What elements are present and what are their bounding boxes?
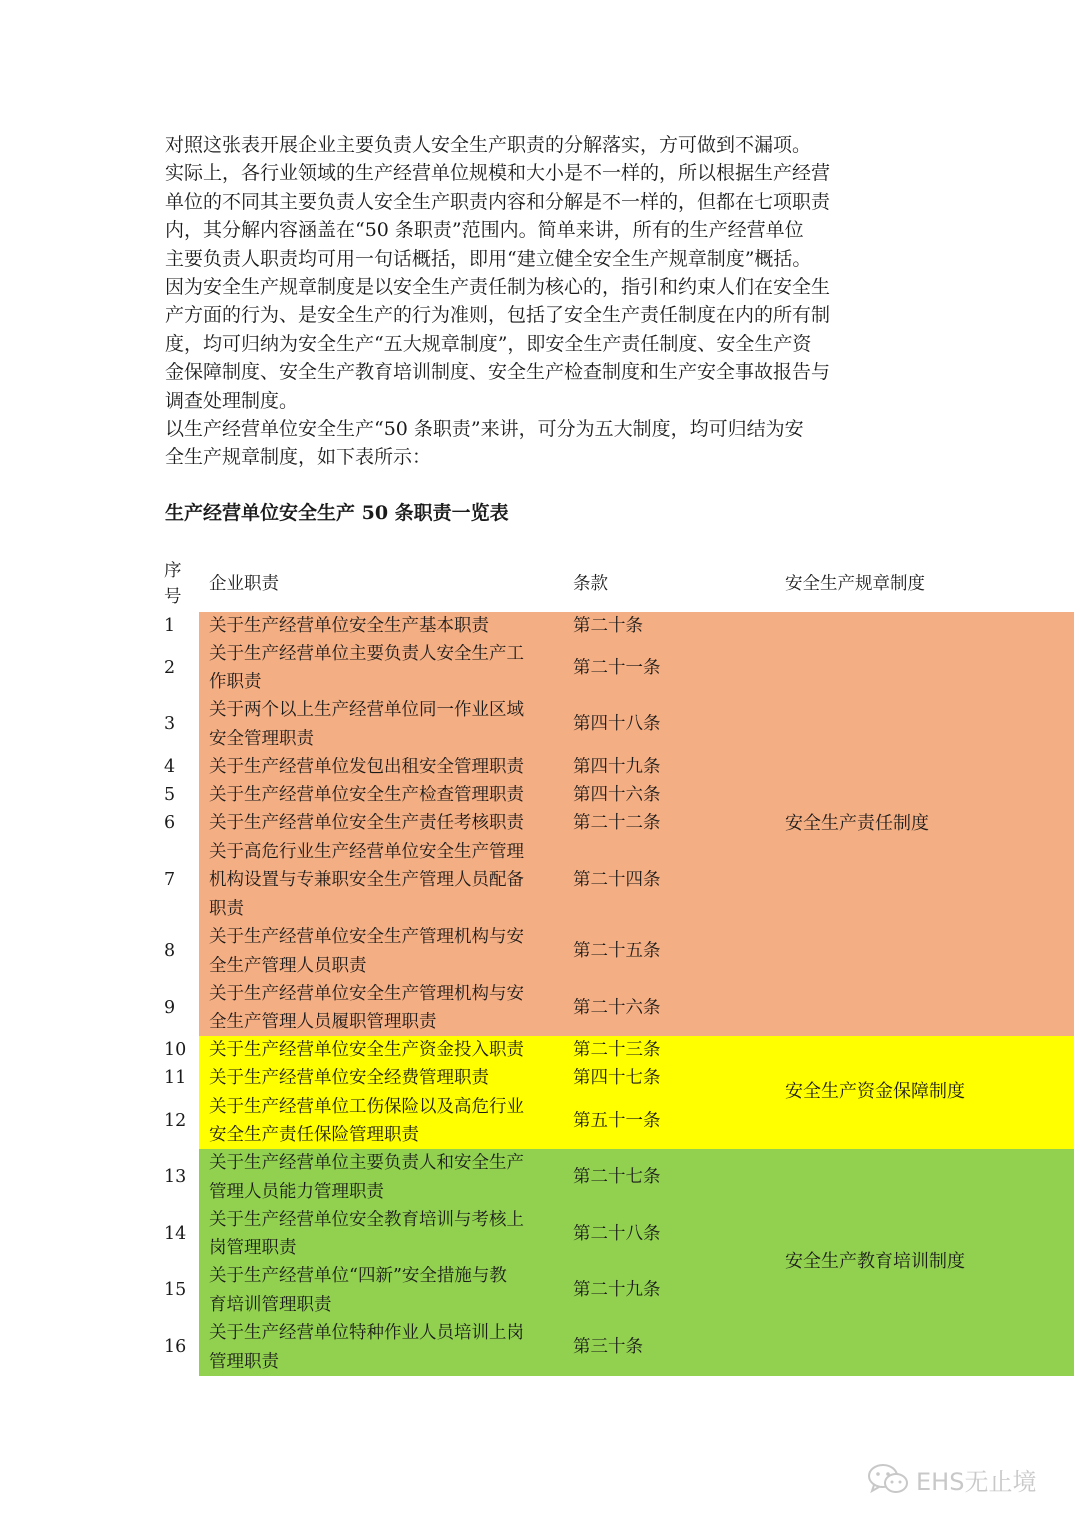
table-row bbox=[160, 753, 1075, 781]
intro-line: 因为安全生产规章制度是以安全生产责任制为核心的，指引和约束人们在安全生 bbox=[165, 276, 831, 299]
row-number: 13 bbox=[164, 1167, 187, 1188]
row-duty: 关于高危行业生产经营单位安全生产管理 机构设置与专兼职安全生产管理人员配备 职责 bbox=[209, 841, 524, 919]
table-title: 生产经营单位安全生产 50 条职责一览表 bbox=[165, 502, 509, 524]
row-article: 第二十八条 bbox=[573, 1223, 661, 1244]
row-number: 2 bbox=[164, 657, 176, 678]
table-row bbox=[160, 1319, 1075, 1376]
intro-line: 金保障制度、安全生产教育培训制度、安全生产检查制度和生产安全事故报告与 bbox=[165, 361, 831, 384]
table-row bbox=[160, 980, 1075, 1036]
header-system: 安全生产规章制度 bbox=[785, 573, 925, 594]
header-no-line2: 号 bbox=[164, 587, 182, 607]
row-article: 第二十二条 bbox=[573, 813, 661, 834]
row-duty: 关于生产经营单位安全生产责任考核职责 bbox=[209, 813, 524, 834]
table-row bbox=[160, 1036, 1075, 1064]
row-number: 16 bbox=[164, 1337, 187, 1358]
row-article: 第四十七条 bbox=[573, 1068, 661, 1089]
intro-line: 全生产规章制度，如下表所示： bbox=[165, 446, 432, 469]
table-row bbox=[160, 838, 1075, 923]
row-number: 9 bbox=[164, 997, 176, 1018]
row-duty: 关于生产经营单位特种作业人员培训上岗 管理职责 bbox=[209, 1323, 524, 1372]
row-article: 第四十九条 bbox=[573, 756, 661, 777]
row-number: 10 bbox=[164, 1039, 187, 1060]
intro-line: 单位的不同其主要负责人安全生产职责内容和分解是不一样的，但都在七项职责 bbox=[165, 190, 831, 213]
intro-line: 以生产经营单位安全生产“50 条职责”来讲，可分为五大制度，均可归结为安 bbox=[165, 418, 804, 441]
row-article: 第二十六条 bbox=[573, 997, 661, 1018]
row-number: 1 bbox=[164, 615, 176, 636]
header-no bbox=[160, 556, 198, 612]
system-funding: 安全生产资金保障制度 bbox=[785, 1081, 965, 1102]
intro-line: 对照这张表开展企业主要负责人安全生产职责的分解落实，方可做到不漏项。 bbox=[165, 134, 812, 156]
intro-line: 调查处理制度。 bbox=[165, 389, 299, 412]
table-row bbox=[160, 1149, 1075, 1206]
row-number: 5 bbox=[164, 784, 176, 805]
table-row bbox=[160, 923, 1075, 980]
system-responsibility: 安全生产责任制度 bbox=[785, 812, 929, 834]
row-number: 4 bbox=[164, 756, 176, 777]
row-article: 第五十一条 bbox=[573, 1110, 661, 1131]
row-duty: 关于生产经营单位安全生产管理机构与安 全生产管理人员职责 bbox=[209, 927, 524, 976]
row-number: 15 bbox=[164, 1280, 187, 1301]
row-duty: 关于生产经营单位工伤保险以及高危行业 安全生产责任保险管理职责 bbox=[209, 1096, 524, 1145]
row-article: 第四十八条 bbox=[573, 714, 661, 735]
table-row bbox=[160, 696, 1075, 753]
intro-line: 产方面的行为、是安全生产的行为准则，包括了安全生产责任制度在内的所有制 bbox=[165, 304, 831, 327]
intro-paragraph bbox=[165, 131, 925, 472]
table-row bbox=[160, 640, 1075, 696]
row-duty: 关于生产经营单位主要负责人和安全生产 管理人员能力管理职责 bbox=[209, 1153, 524, 1202]
intro-line: 主要负责人职责均可用一句话概括，即用“建立健全安全生产规章制度”概括。 bbox=[165, 247, 812, 270]
row-number: 8 bbox=[164, 941, 176, 962]
row-number: 6 bbox=[164, 813, 176, 834]
row-duty: 关于生产经营单位安全生产检查管理职责 bbox=[209, 784, 524, 805]
table-row bbox=[160, 612, 1075, 640]
row-number: 3 bbox=[164, 714, 176, 735]
row-article: 第四十六条 bbox=[573, 784, 661, 805]
table-row bbox=[160, 809, 1075, 838]
intro-line: 内，其分解内容涵盖在“50 条职责”范围内。简单来讲，所有的生产经营单位 bbox=[165, 219, 804, 242]
row-article: 第二十四条 bbox=[573, 870, 661, 891]
row-number: 7 bbox=[164, 870, 176, 891]
intro-line: 度，均可归纳为安全生产“五大规章制度”，即安全生产责任制度、安全生产资 bbox=[165, 332, 812, 355]
watermark bbox=[866, 1461, 1036, 1497]
row-article: 第二十五条 bbox=[573, 941, 661, 962]
wechat-icon bbox=[866, 1462, 910, 1496]
table-row bbox=[160, 781, 1075, 809]
row-duty: 关于生产经营单位安全教育培训与考核上 岗管理职责 bbox=[209, 1209, 524, 1258]
row-article: 第二十九条 bbox=[573, 1280, 661, 1301]
table-header-row bbox=[160, 556, 1075, 612]
row-duty: 关于生产经营单位主要负责人安全生产工 作职责 bbox=[209, 643, 524, 692]
header-article: 条款 bbox=[573, 573, 608, 594]
row-number: 14 bbox=[164, 1223, 187, 1244]
row-article: 第二十条 bbox=[573, 615, 643, 636]
row-duty: 关于生产经营单位安全经费管理职责 bbox=[209, 1068, 489, 1089]
row-number: 12 bbox=[164, 1110, 187, 1131]
row-number: 11 bbox=[164, 1068, 187, 1089]
row-duty: 关于生产经营单位发包出租安全管理职责 bbox=[209, 756, 524, 777]
row-article: 第二十三条 bbox=[573, 1039, 661, 1060]
system-training: 安全生产教育培训制度 bbox=[785, 1251, 965, 1272]
row-article: 第二十七条 bbox=[573, 1167, 661, 1188]
header-no-line1: 序 bbox=[164, 561, 182, 581]
intro-line: 实际上，各行业领域的生产经营单位规模和大小是不一样的，所以根据生产经营 bbox=[165, 162, 831, 185]
row-duty: 关于生产经营单位安全生产管理机构与安 全生产管理人员履职管理职责 bbox=[209, 983, 524, 1032]
row-duty: 关于生产经营单位安全生产资金投入职责 bbox=[209, 1039, 524, 1060]
row-article: 第三十条 bbox=[573, 1337, 643, 1358]
row-article: 第二十一条 bbox=[573, 657, 661, 678]
row-duty: 关于生产经营单位“四新”安全措施与教 育培训管理职责 bbox=[209, 1266, 507, 1315]
watermark-text: EHS无止境 bbox=[916, 1467, 1037, 1496]
header-duty: 企业职责 bbox=[209, 573, 279, 594]
row-duty: 关于生产经营单位安全生产基本职责 bbox=[209, 615, 489, 636]
row-duty: 关于两个以上生产经营单位同一作业区域 安全管理职责 bbox=[209, 700, 524, 749]
